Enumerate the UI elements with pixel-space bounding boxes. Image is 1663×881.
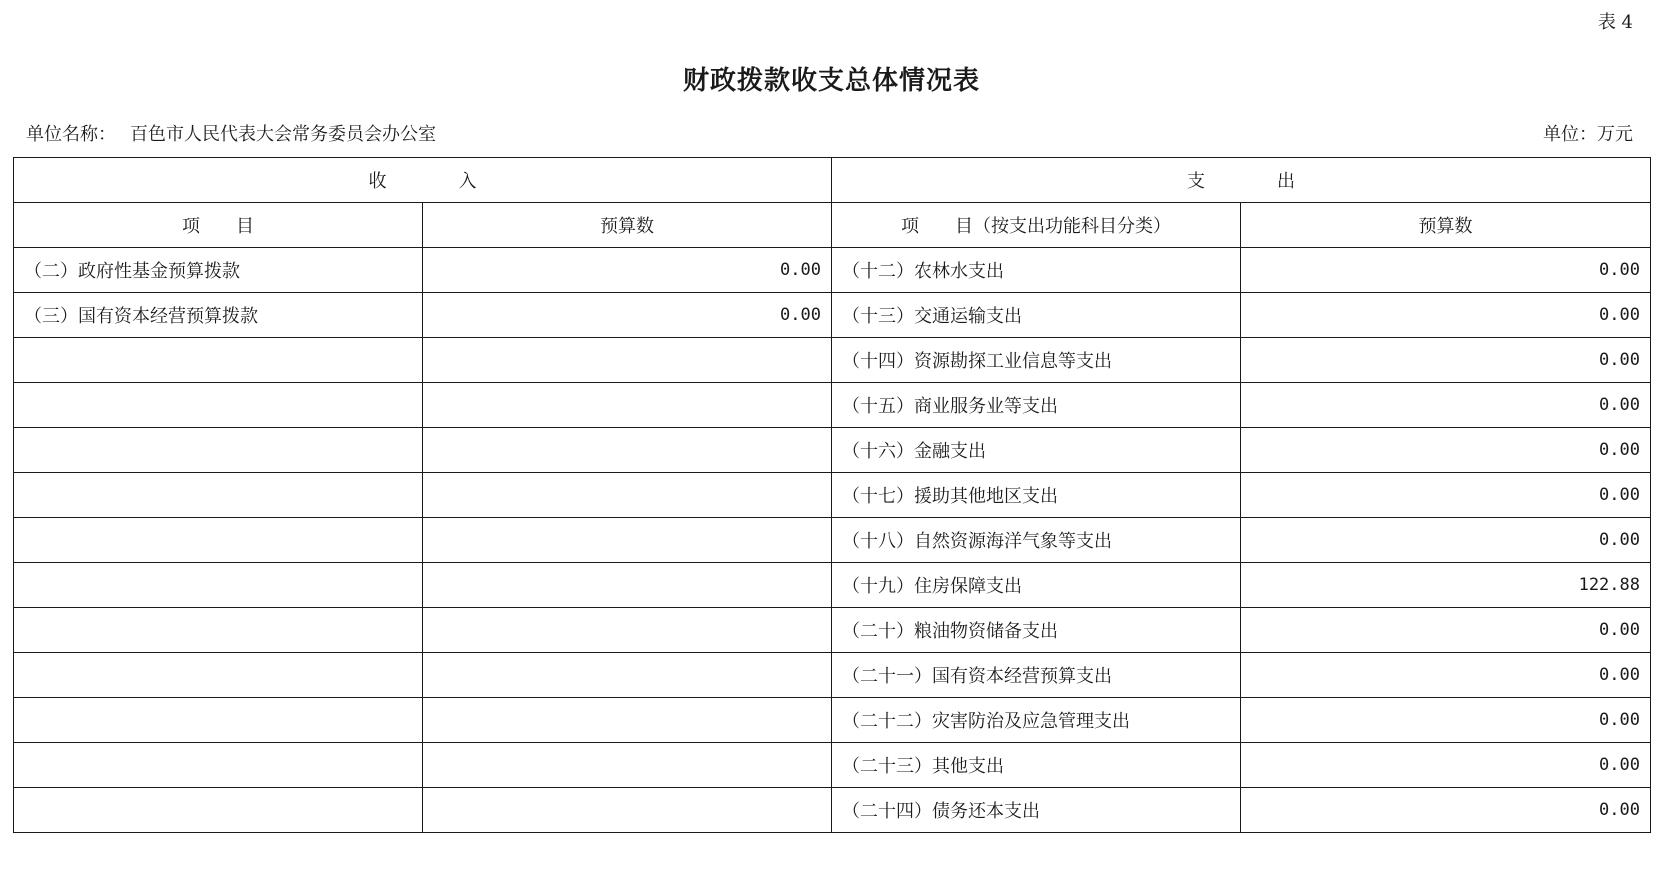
expense-item-cell: （十六）金融支出 [832, 428, 1241, 473]
currency-unit: 单位：万元 [1543, 124, 1633, 145]
table-row [14, 608, 1651, 653]
expense-amount-cell: 0.00 [1241, 698, 1651, 743]
expense-amount-cell: 0.00 [1241, 518, 1651, 563]
income-amount-cell [423, 518, 832, 563]
expense-item-cell: （二十四）债务还本支出 [832, 788, 1241, 833]
expense-amount-cell: 0.00 [1241, 608, 1651, 653]
income-item-cell: （二）政府性基金预算拨款 [14, 248, 423, 293]
expense-amount-cell: 0.00 [1241, 428, 1651, 473]
income-item-cell [14, 788, 423, 833]
expense-item-header: 项 目（按支出功能科目分类） [832, 203, 1241, 248]
expense-amount-cell: 122.88 [1241, 563, 1651, 608]
expense-item-cell: （十七）援助其他地区支出 [832, 473, 1241, 518]
expense-item-cell: （十四）资源勘探工业信息等支出 [832, 338, 1241, 383]
expense-amount-cell: 0.00 [1241, 293, 1651, 338]
table-row [14, 383, 1651, 428]
expense-section-header: 支 出 [832, 158, 1651, 203]
income-amount-cell [423, 608, 832, 653]
income-item-header: 项 目 [14, 203, 423, 248]
organization-name: 百色市人民代表大会常务委员会办公室 [130, 124, 436, 145]
income-amount-cell [423, 428, 832, 473]
expense-amount-cell: 0.00 [1241, 788, 1651, 833]
income-amount-cell [423, 743, 832, 788]
organization [26, 120, 436, 146]
expense-amount-cell: 0.00 [1241, 248, 1651, 293]
expense-amount-cell: 0.00 [1241, 743, 1651, 788]
income-amount-cell [423, 698, 832, 743]
table-row [14, 788, 1651, 833]
page-title: 财政拨款收支总体情况表 [682, 66, 980, 96]
table-section-header-row [14, 158, 1651, 203]
income-amount-header: 预算数 [423, 203, 832, 248]
table-row [14, 653, 1651, 698]
income-item-cell [14, 653, 423, 698]
income-amount-cell: 0.00 [423, 293, 832, 338]
expense-amount-cell: 0.00 [1241, 653, 1651, 698]
income-amount-cell [423, 563, 832, 608]
table-column-header-row [14, 203, 1651, 248]
organization-label: 单位名称： [26, 124, 116, 145]
income-item-cell [14, 428, 423, 473]
income-item-cell [14, 473, 423, 518]
table-row [14, 338, 1651, 383]
income-item-cell [14, 338, 423, 383]
income-amount-cell [423, 383, 832, 428]
expense-amount-cell: 0.00 [1241, 338, 1651, 383]
income-item-cell [14, 383, 423, 428]
table-row [14, 473, 1651, 518]
income-amount-cell: 0.00 [423, 248, 832, 293]
expense-amount-cell: 0.00 [1241, 473, 1651, 518]
expense-item-cell: （二十二）灾害防治及应急管理支出 [832, 698, 1241, 743]
table-row [14, 428, 1651, 473]
income-amount-cell [423, 788, 832, 833]
income-item-cell [14, 518, 423, 563]
expense-item-cell: （二十一）国有资本经营预算支出 [832, 653, 1241, 698]
income-item-cell [14, 743, 423, 788]
income-item-cell [14, 563, 423, 608]
expense-item-cell: （二十三）其他支出 [832, 743, 1241, 788]
table-row [14, 563, 1651, 608]
income-amount-cell [423, 653, 832, 698]
income-section-header: 收 入 [14, 158, 832, 203]
expense-item-cell: （二十）粮油物资储备支出 [832, 608, 1241, 653]
table-row [14, 248, 1651, 293]
income-item-cell [14, 608, 423, 653]
table-number: 表 4 [1597, 12, 1633, 33]
unit-line [26, 120, 1633, 146]
expense-item-cell: （十二）农林水支出 [832, 248, 1241, 293]
table-row [14, 698, 1651, 743]
expense-amount-cell: 0.00 [1241, 383, 1651, 428]
income-amount-cell [423, 473, 832, 518]
expense-item-cell: （十五）商业服务业等支出 [832, 383, 1241, 428]
expense-item-cell: （十八）自然资源海洋气象等支出 [832, 518, 1241, 563]
table-row [14, 743, 1651, 788]
expense-item-cell: （十九）住房保障支出 [832, 563, 1241, 608]
budget-table [13, 157, 1651, 833]
table-row [14, 518, 1651, 563]
expense-item-cell: （十三）交通运输支出 [832, 293, 1241, 338]
expense-amount-header: 预算数 [1241, 203, 1651, 248]
income-amount-cell [423, 338, 832, 383]
table-row [14, 293, 1651, 338]
income-item-cell [14, 698, 423, 743]
income-item-cell: （三）国有资本经营预算拨款 [14, 293, 423, 338]
